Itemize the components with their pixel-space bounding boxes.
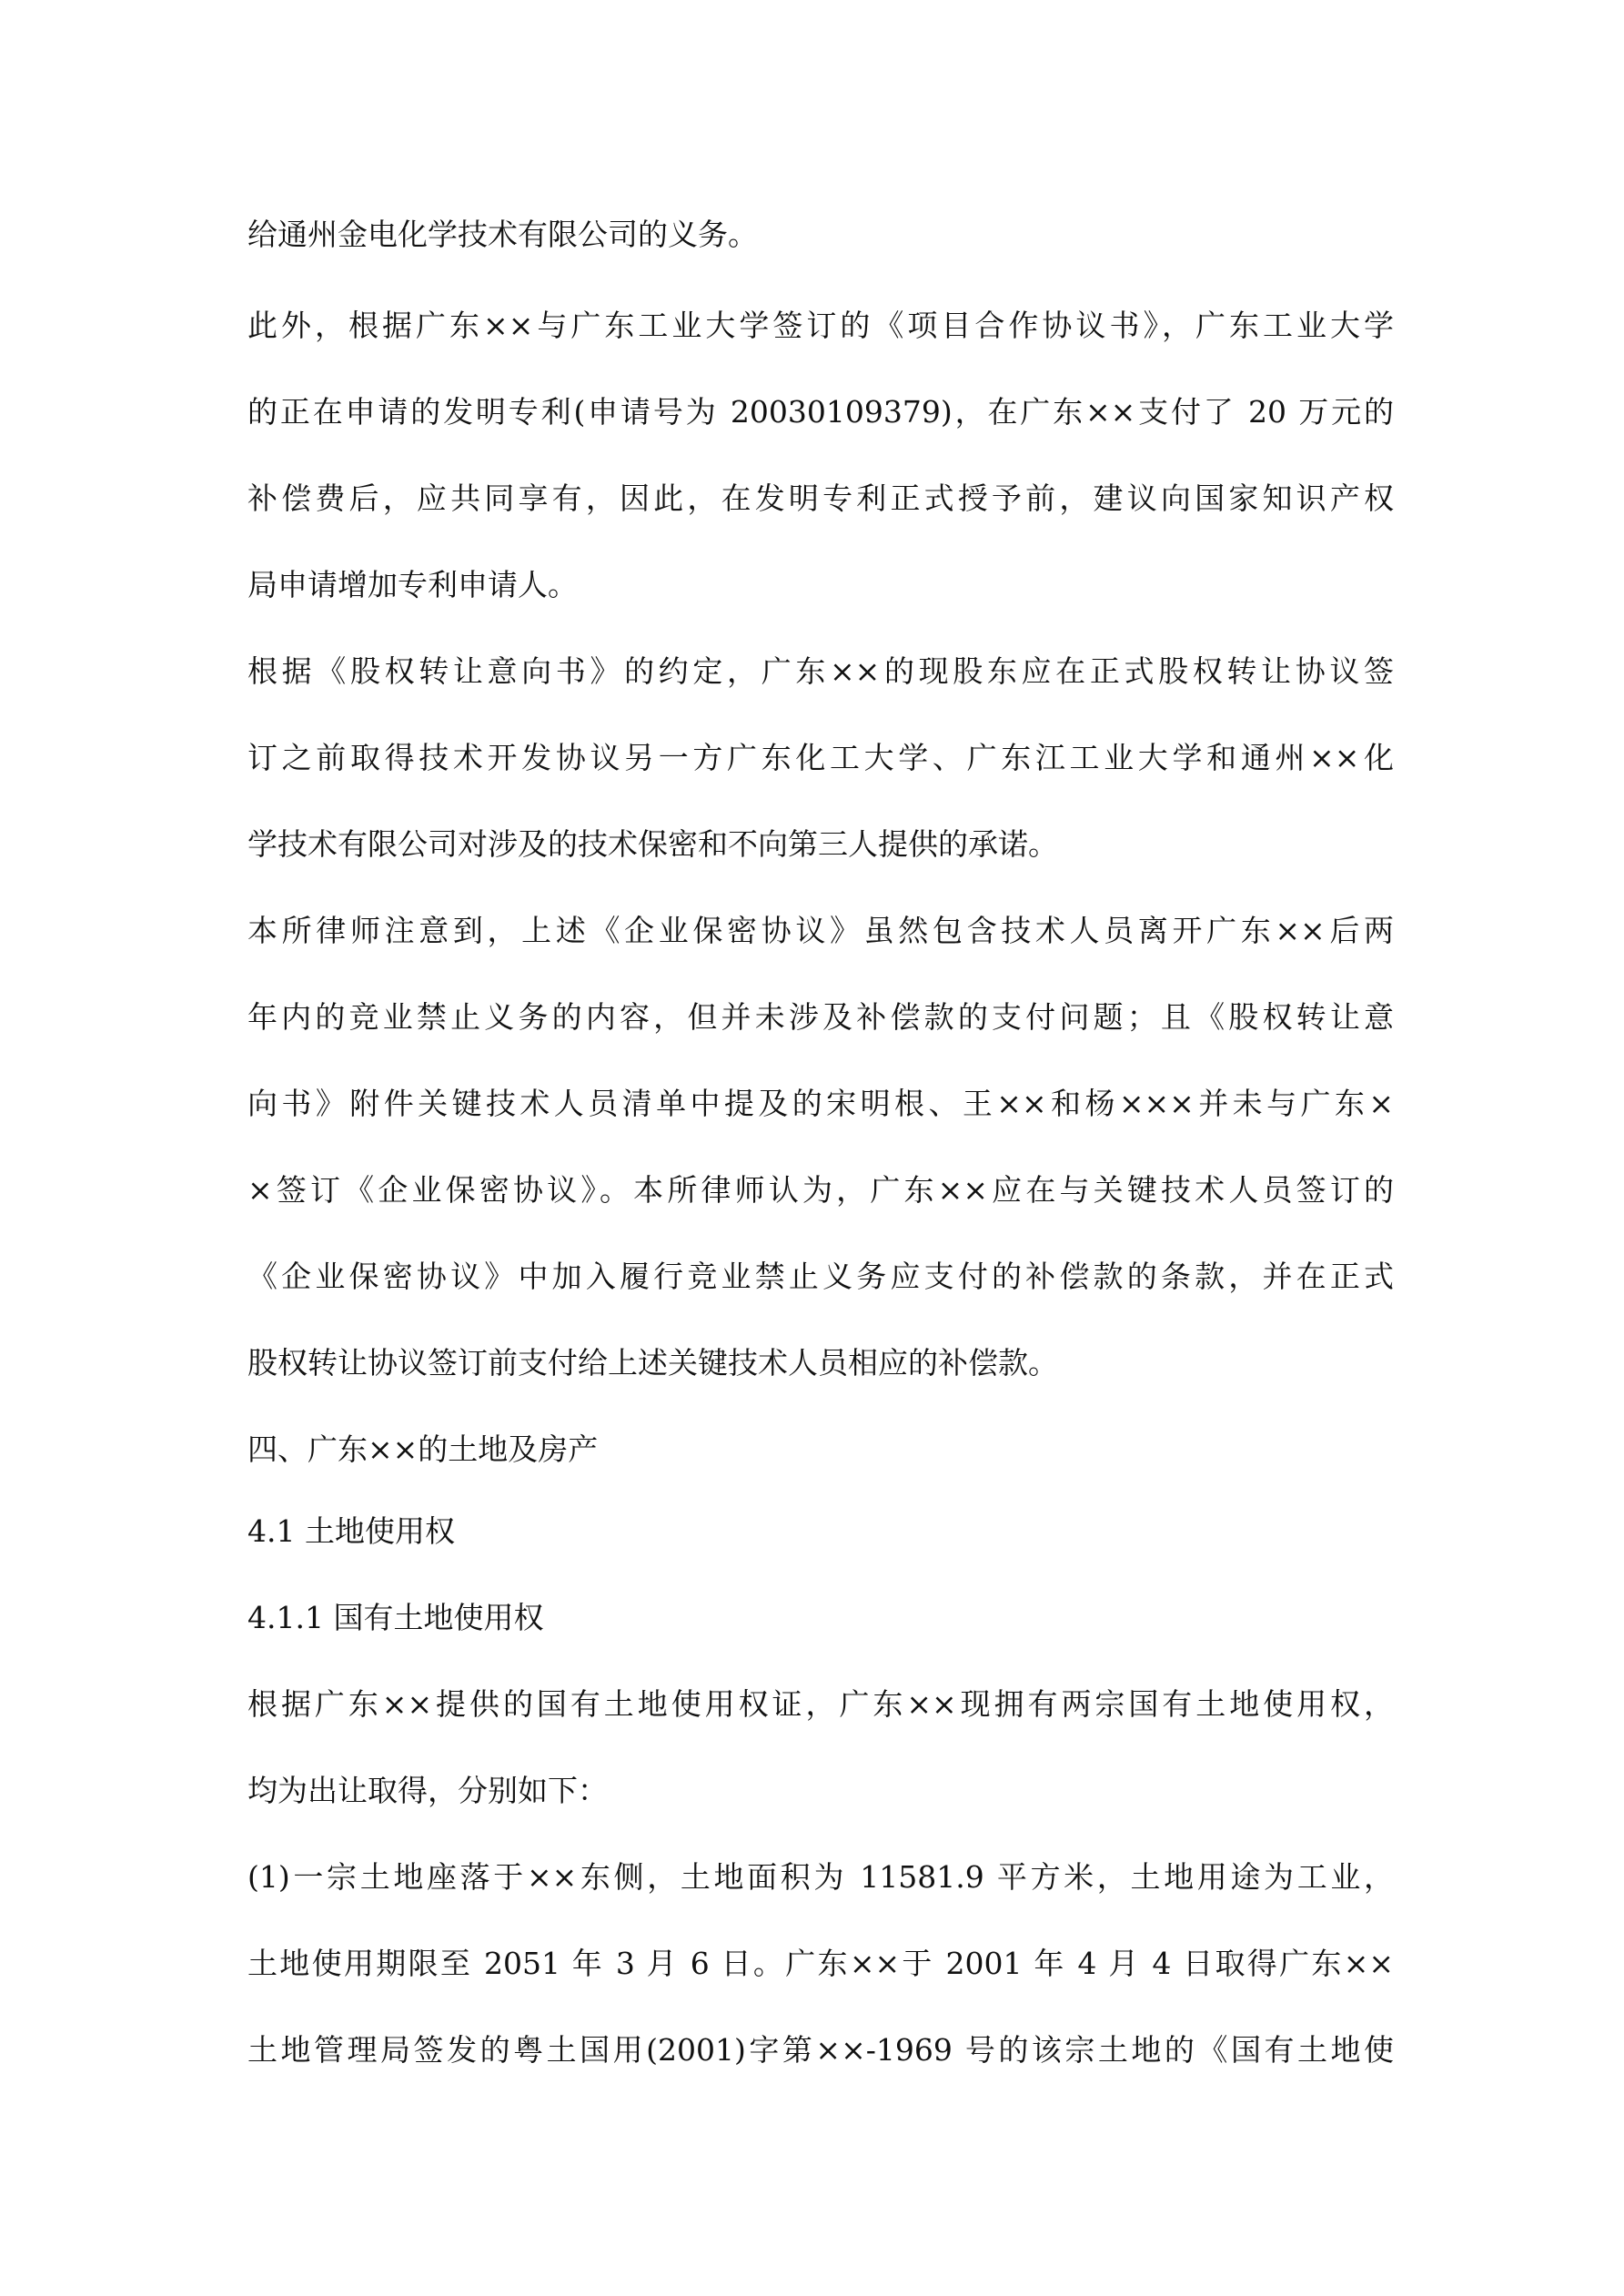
text-line-1: 给通州金电化学技术有限公司的义务。 bbox=[247, 217, 758, 252]
text-line-21: 土地使用期限至 2051 年 3 月 6 日。广东××于 2001 年 4 月 4 日取得广东×× bbox=[247, 1946, 1394, 1981]
text-line-3: 的正在申请的发明专利(申请号为 20030109379)，在广东××支付了 20 万元的 bbox=[247, 394, 1394, 430]
text-line-4: 补偿费后，应共同享有，因此，在发明专利正式授予前，建议向国家知识产权 bbox=[247, 480, 1394, 516]
text-line-12: ×签订《企业保密协议》。本所律师认为，广东××应在与关键技术人员签订的 bbox=[247, 1172, 1394, 1208]
text-line-11: 向书》附件关键技术人员清单中提及的宋明根、王××和杨×××并未与广东× bbox=[247, 1086, 1394, 1121]
text-line-5: 局申请增加专利申请人。 bbox=[247, 567, 578, 602]
text-line-10: 年内的竞业禁止义务的内容，但并未涉及补偿款的支付问题；且《股权转让意 bbox=[247, 999, 1394, 1035]
section-heading: 四、广东××的土地及房产 bbox=[247, 1431, 599, 1467]
text-line-9: 本所律师注意到，上述《企业保密协议》虽然包含技术人员离开广东××后两 bbox=[247, 913, 1394, 948]
text-line-2: 此外，根据广东××与广东工业大学签订的《项目合作协议书》，广东工业大学 bbox=[247, 308, 1394, 343]
subsubsection-heading: 4.1.1 国有土地使用权 bbox=[247, 1600, 544, 1635]
text-line-8: 学技术有限公司对涉及的技术保密和不向第三人提供的承诺。 bbox=[247, 826, 1058, 862]
text-line-14: 股权转让协议签订前支付给上述关键技术人员相应的补偿款。 bbox=[247, 1345, 1058, 1381]
text-line-6: 根据《股权转让意向书》的约定，广东××的现股东应在正式股权转让协议签 bbox=[247, 653, 1394, 689]
text-line-13: 《企业保密协议》中加入履行竞业禁止义务应支付的补偿款的条款，并在正式 bbox=[247, 1259, 1394, 1294]
text-line-22: 土地管理局签发的粤土国用(2001)字第××-1969 号的该宗土地的《国有土地使 bbox=[247, 2032, 1394, 2068]
text-line-19: 均为出让取得，分别如下： bbox=[247, 1773, 608, 1808]
subsection-heading: 4.1 土地使用权 bbox=[247, 1513, 455, 1549]
text-line-20: (1)一宗土地座落于××东侧，土地面积为 11581.9 平方米，土地用途为工业， bbox=[247, 1859, 1394, 1895]
text-line-7: 订之前取得技术开发协议另一方广东化工大学、广东江工业大学和通州××化 bbox=[247, 740, 1394, 775]
text-line-18: 根据广东××提供的国有土地使用权证，广东××现拥有两宗国有土地使用权， bbox=[247, 1686, 1394, 1722]
